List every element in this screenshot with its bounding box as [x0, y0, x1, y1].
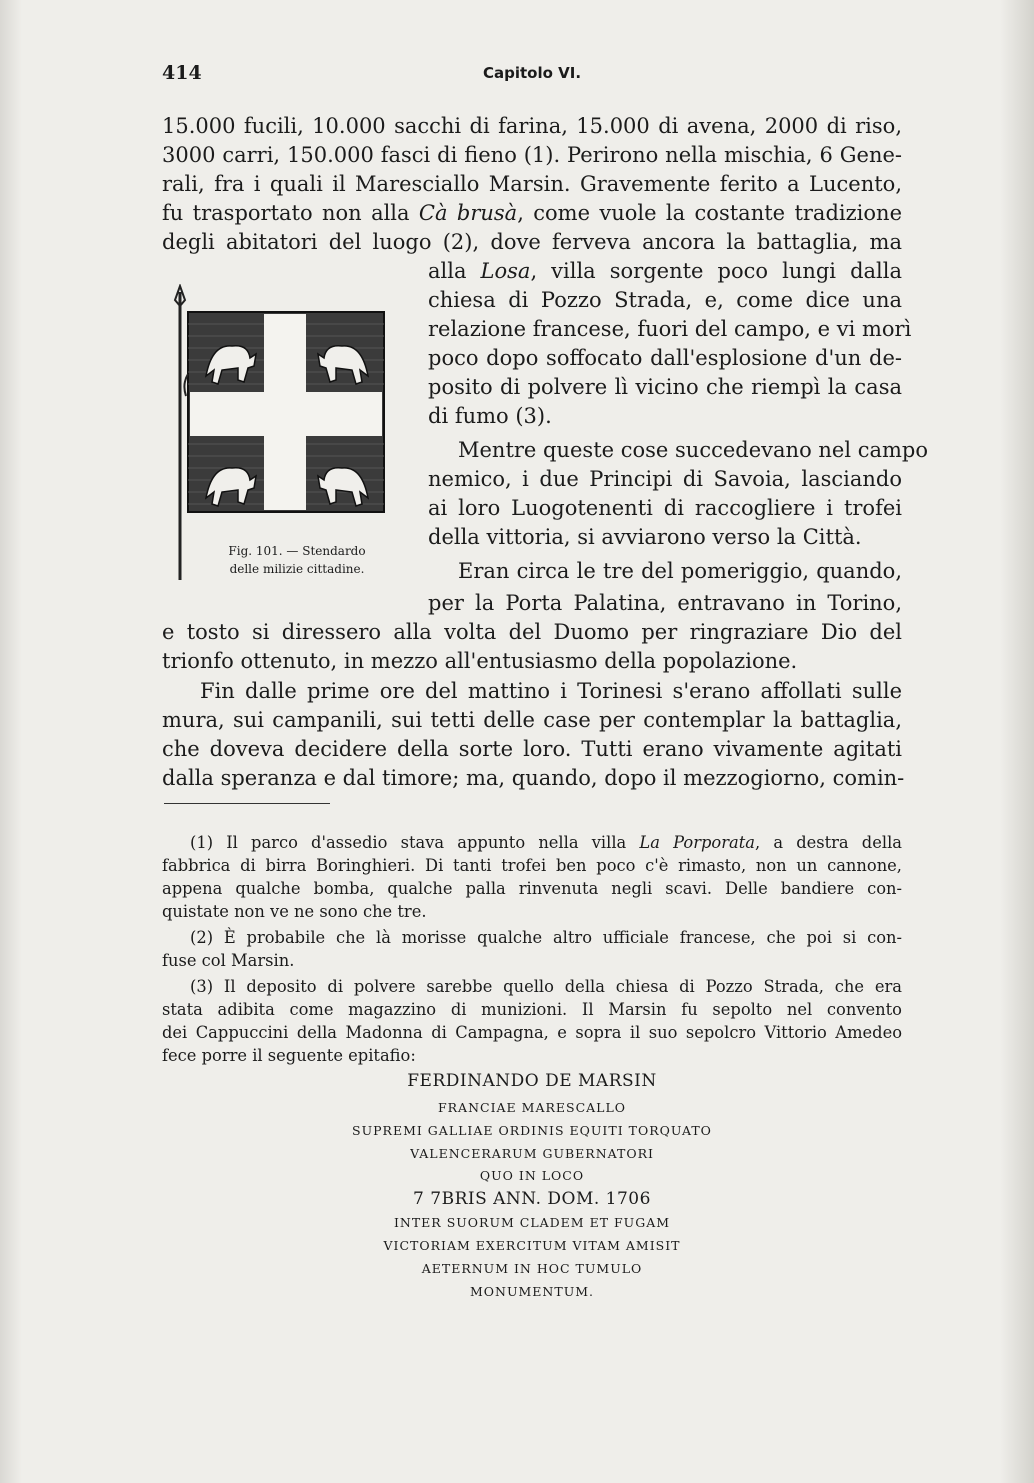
body-line: trionfo ottenuto, in mezzo all'entusiasmo della popolazione.	[162, 649, 798, 673]
epitaph-line: SUPREMI GALLIAE ORDINIS EQUITI TORQUATO	[352, 1123, 712, 1138]
body-line: degli abitatori del luogo (2), dove ferveva ancora la battaglia, ma	[162, 230, 902, 254]
italic-place-name: La Porporata	[639, 833, 755, 852]
epitaph-line: QUO IN LOCO	[479, 1168, 585, 1183]
caption-line: Fig. 101. — Stendardo	[228, 544, 366, 558]
epitaph-line: VALENCERARUM GUBERNATORI	[410, 1146, 654, 1161]
body-line: 15.000 fucili, 10.000 sacchi di farina, 15.000 di avena, 2000 di riso,	[162, 114, 902, 138]
wrap-line: nemico, i due Principi di Savoia, lasciando	[428, 467, 902, 491]
text-run: , come vuole la costante tradizione	[517, 201, 902, 225]
figure-caption	[202, 542, 392, 578]
epitaph-line: AETERNUM IN HOC TUMULO	[421, 1261, 643, 1276]
wrap-line: relazione francese, fuori del campo, e vi morì	[428, 317, 912, 341]
text-run: fu trasportato non alla	[162, 201, 419, 225]
wrap-line: di fumo (3).	[428, 404, 552, 428]
footnote-line: dei Cappuccini della Madonna di Campagna, e sopra il suo sepolcro Vittorio Amedeo	[162, 1023, 902, 1042]
epitaph-line: 7 7BRIS ANN. DOM. 1706	[413, 1189, 651, 1209]
wrap-line: Mentre queste cose succedevano nel campo	[458, 438, 929, 462]
body-line: 3000 carri, 150.000 fasci di fieno (1). Perirono nella mischia, 6 Gene-	[162, 143, 902, 167]
wrap-line: chiesa di Pozzo Strada, e, come dice una	[428, 288, 902, 312]
text-run: , a destra della	[754, 833, 902, 852]
footnote-line: (3) Il deposito di polvere sarebbe quello della chiesa di Pozzo Strada, che era	[190, 977, 902, 996]
wrap-line: della vittoria, si avviarono verso la Città.	[428, 525, 862, 549]
wrap-line	[428, 257, 902, 286]
caption-line: delle milizie cittadine.	[229, 562, 365, 576]
footnote-line: fece porre il seguente epitafio:	[162, 1046, 416, 1065]
body-line: mura, sui campanili, sui tetti delle case per contemplar la battaglia,	[162, 708, 902, 732]
epitaph-line: FRANCIAE MARESCALLO	[437, 1100, 627, 1115]
wrap-line: posito di polvere lì vicino che riempì la casa	[428, 375, 902, 399]
wrap-line: Eran circa le tre del pomeriggio, quando,	[458, 559, 902, 583]
cross-horizontal	[190, 392, 382, 436]
wrap-line: ai loro Luogotenenti di raccogliere i trofei	[428, 496, 902, 520]
wrap-line: per la Porta Palatina, entravano in Torino,	[428, 591, 902, 615]
footnote-line	[162, 832, 902, 854]
wrap-line: poco dopo soffocato dall'esplosione d'un de-	[428, 346, 902, 370]
italic-place-name: Losa	[480, 259, 531, 283]
epitaph-line: VICTORIAM EXERCITUM VITAM AMISIT	[383, 1238, 681, 1253]
italic-place-name: Cà brusà	[418, 201, 518, 225]
banner-figure	[172, 284, 388, 584]
footnote-rule	[164, 803, 330, 804]
footnote-line: stata adibita come magazzino di munizioni. Il Marsin fu sepolto nel convento	[162, 1000, 902, 1019]
body-line: che doveva decidere della sorte loro. Tutti erano vivamente agitati	[162, 737, 902, 761]
epitaph-line: MONUMENTUM.	[469, 1284, 595, 1299]
page-header	[162, 62, 902, 88]
epitaph-line: FERDINANDO DE MARSIN	[407, 1071, 657, 1091]
footnote-line: quistate non ve ne sono che tre.	[162, 902, 427, 921]
text-run: , villa sorgente poco lungi dalla	[530, 259, 903, 283]
body-line: Fin dalle prime ore del mattino i Torinesi s'erano affollati sulle	[200, 679, 902, 703]
body-line: rali, fra i quali il Maresciallo Marsin. Gravemente ferito a Lucento,	[162, 172, 902, 196]
body-line: e tosto si diressero alla volta del Duomo per ringraziare Dio del	[162, 620, 902, 644]
text-run: alla	[428, 259, 481, 283]
footnote-line: (2) È probabile che là morisse qualche altro ufficiale francese, che poi si con-	[190, 928, 902, 947]
banner-illustration	[172, 284, 388, 584]
body-line: dalla speranza e dal timore; ma, quando, dopo il mezzogiorno, comin-	[162, 766, 905, 790]
text-run: (1) Il parco d'assedio stava appunto nella villa	[190, 833, 640, 852]
running-head: Capitolo VI.	[482, 64, 582, 82]
footnote-line: fuse col Marsin.	[162, 951, 295, 970]
epitaph-line: INTER SUORUM CLADEM ET FUGAM	[393, 1215, 671, 1230]
footnote-line: fabbrica di birra Boringhieri. Di tanti trofei ben poco c'è rimasto, non un cannone,	[162, 856, 902, 875]
body-line	[162, 199, 902, 228]
footnote-line: appena qualche bomba, qualche palla rinvenuta negli scavi. Delle bandiere con-	[162, 879, 902, 898]
page-number: 414	[162, 62, 202, 84]
